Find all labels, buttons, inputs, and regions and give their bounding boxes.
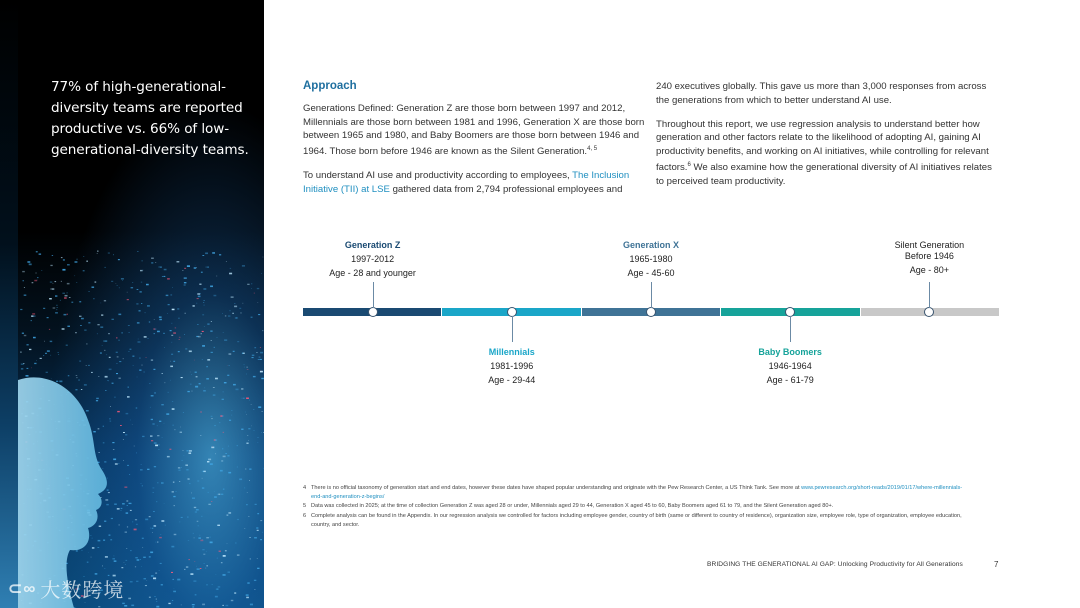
timeline-connector xyxy=(512,316,513,342)
page-number: 7 xyxy=(994,560,999,569)
timeline-node xyxy=(507,307,517,317)
footnote-number: 4 xyxy=(303,485,307,491)
tii-link[interactable]: The Inclusion Initiative (TII) at LSE xyxy=(303,170,630,195)
hero-image-panel xyxy=(0,0,264,608)
generation-name: Baby Boomers xyxy=(758,347,822,357)
generation-name: Millennials xyxy=(488,347,535,357)
para-text: Generations Defined: Generation Z are those born between 1997 and 2012, Millennials are those born between 1981 and 1996, Generation X are those born between 1965 and 1980, and Baby Boomers are those born between 1946 and 1964. Those born before 1946 are known as the Silent Generation. xyxy=(303,102,645,158)
watermark-logo-icon: ⊂∞ xyxy=(8,578,37,598)
timeline-node xyxy=(646,307,656,317)
generation-years: 1981-1996 xyxy=(490,361,534,371)
footnote xyxy=(303,484,973,502)
footnote-text: Data was collected in 2025; at the time of collection Generation Z was aged 28 or under, Millennials aged 29 to 44, Generation X aged 45 to 60, Baby Boomers aged 61 to 79, and the Silent Generation aged 80+. xyxy=(311,503,834,510)
timeline-connector xyxy=(929,282,930,308)
generation-label xyxy=(452,345,572,387)
footnote-link[interactable]: www.pewresearch.org/short-reads/2019/01/17/where-millennials-end-and-generation-z-begins/ xyxy=(311,485,963,501)
generation-name: Silent Generation xyxy=(894,240,965,250)
watermark-text: 大数跨境 xyxy=(40,580,125,602)
timeline-connector xyxy=(790,316,791,342)
footnotes xyxy=(303,484,973,530)
footnote-ref: 4, 5 xyxy=(587,146,598,153)
footnote-ref: 6 xyxy=(687,161,691,168)
watermark xyxy=(8,574,124,603)
responses-paragraph: 240 executives globally. This gave us more than 3,000 responses from across the generations from which to better understand AI use. xyxy=(656,81,987,106)
text-column-left xyxy=(303,80,648,207)
generation-name: Generation X xyxy=(622,240,679,250)
text-column-right xyxy=(656,80,1001,199)
timeline-connector xyxy=(651,282,652,308)
para-text: To understand AI use and productivity according to employees, xyxy=(303,170,573,182)
footnote xyxy=(303,502,973,511)
footnote-number: 5 xyxy=(303,503,307,510)
generation-name: Generation Z xyxy=(344,240,401,250)
generation-label xyxy=(591,238,711,280)
generation-age: Age - 45-60 xyxy=(627,268,675,278)
generation-age: Age - 28 and younger xyxy=(329,268,416,278)
generation-label xyxy=(313,238,433,280)
regression-paragraph xyxy=(656,118,1001,189)
generation-label xyxy=(869,238,989,277)
generation-years: 1997-2012 xyxy=(351,254,395,264)
para-text: Throughout this report, we use regression analysis to understand better how generation and other factors relate to the likelihood of adopting AI, gaining AI productivity benefits, and working on AI initiatives, while controlling for relevant factors. xyxy=(656,118,989,174)
generation-label xyxy=(730,345,850,387)
generation-years: 1946-1964 xyxy=(768,361,812,371)
timeline-node xyxy=(368,307,378,317)
footnote-text: There is no official taxonomy of generation start and end dates, however these dates have shaped popular understanding and originate with the Pew Research Center, a US Think Tank. See more at www.pewresearch.org/short-reads/2019/01/17/where-millennials-end-and-generation-z-begins/ xyxy=(311,485,963,501)
method-paragraph xyxy=(303,169,648,197)
pull-quote: 77% of high-generational-diversity teams are reported productive vs. 66% of low-generational-diversity teams. xyxy=(51,79,249,158)
generation-years: 1965-1980 xyxy=(629,254,673,264)
head-silhouette-image xyxy=(18,360,128,608)
footer-title: BRIDGING THE GENERATIONAL AI GAP: Unlocking Productivity for All Generations xyxy=(707,561,963,568)
para-text: gathered data from 2,794 professional employees and xyxy=(389,183,623,195)
generation-years: Before 1946 xyxy=(904,251,954,261)
footnote xyxy=(303,512,973,530)
timeline-node xyxy=(924,307,934,317)
para-text: We also examine how the generational diversity of AI initiatives relates to perceived team productivity. xyxy=(656,162,992,187)
timeline-node xyxy=(785,307,795,317)
generations-defined-paragraph xyxy=(303,102,648,159)
footnote-number: 6 xyxy=(303,512,307,519)
generation-age: Age - 80+ xyxy=(909,265,950,275)
footnote-text: Complete analysis can be found in the Appendix. In our regression analysis we controlled for factors including employee gender, country of birth (same or different to country of residence), organization size, employee role, type of organization, employee education, country, and sector. xyxy=(311,512,962,528)
timeline-connector xyxy=(373,282,374,308)
section-heading: Approach xyxy=(303,80,357,92)
generation-age: Age - 29-44 xyxy=(488,375,536,385)
generation-age: Age - 61-79 xyxy=(766,375,814,385)
